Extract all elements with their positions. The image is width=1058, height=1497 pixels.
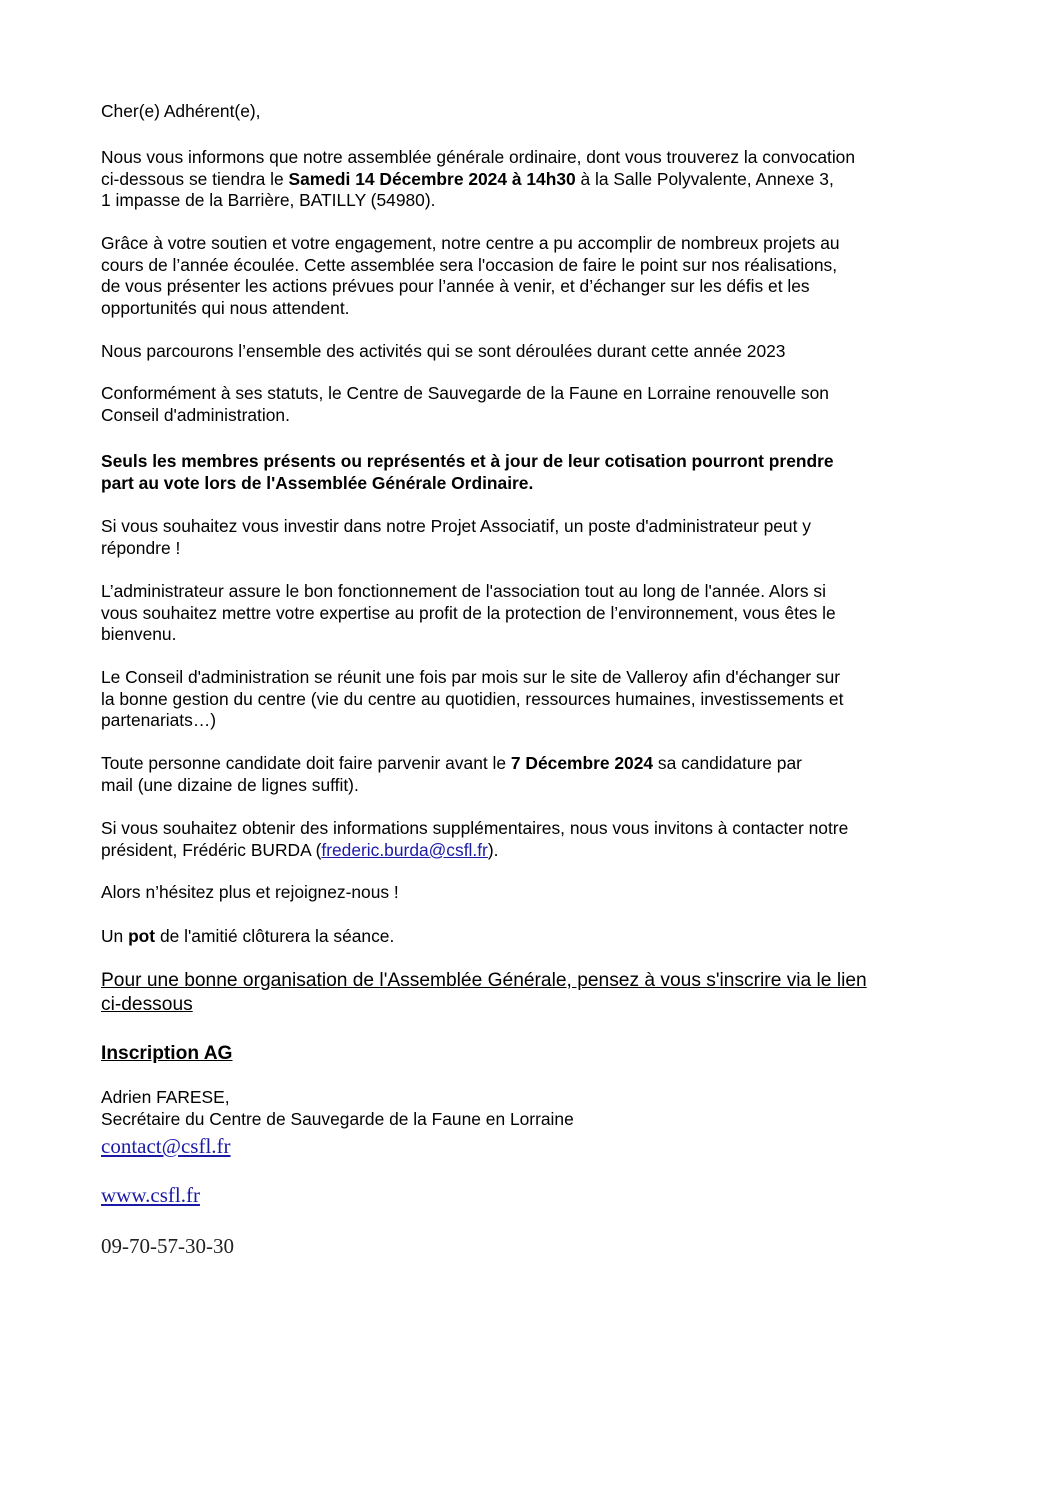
paragraph-activities (101, 341, 981, 363)
paragraph-council (101, 667, 981, 732)
website-link[interactable]: www.csfl.fr (101, 1183, 200, 1207)
paragraph-voting-notice (101, 451, 981, 494)
website-block (101, 1183, 981, 1207)
pot-bold: pot (128, 926, 156, 946)
greeting (101, 101, 981, 123)
inscription-ag-link[interactable]: Inscription AG (101, 1043, 233, 1064)
pot-text: Un (101, 926, 129, 946)
administrator-line-3: bienvenu. (101, 624, 177, 645)
signature-block (101, 1087, 981, 1130)
join-line: Alors n’hésitez plus et rejoignez-nous ! (101, 882, 399, 902)
activities-line: Nous parcourons l’ensemble des activités qui se sont déroulées durant cette année 2023 (101, 341, 786, 361)
administrator-line-2: vous souhaitez mettre votre expertise au profit de la protection de l’environnement, vous êtes le (101, 602, 836, 623)
candidacy-line-2: mail (une dizaine de lignes suffit). (101, 774, 359, 795)
paragraph-invest (101, 516, 981, 559)
paragraph-candidacy (101, 753, 981, 796)
paragraph-pot (101, 926, 981, 948)
invest-line-2: répondre ! (101, 537, 181, 558)
convocation-text: ci-dessous se tiendra le (101, 168, 289, 189)
candidacy-text: Toute personne candidate doit faire parvenir avant le (101, 753, 511, 773)
email-block (101, 1134, 981, 1158)
president-email-link[interactable]: frederic.burda@csfl.fr (321, 839, 488, 860)
inscription-block (101, 1042, 981, 1066)
phone-block (101, 1234, 981, 1258)
candidacy-line-1 (101, 753, 981, 775)
contact-president: président, Frédéric BURDA ( (101, 839, 322, 860)
paragraph-administrator (101, 581, 981, 646)
registration-line-1: Pour une bonne organisation de l'Assemblée Générale, pensez à vous s'inscrire via le lien (101, 970, 867, 991)
meeting-date: Samedi 14 Décembre 2024 à 14h30 (288, 168, 576, 189)
signature-role: Secrétaire du Centre de Sauvegarde de la Faune en Lorraine (101, 1108, 574, 1129)
candidacy-text-end: sa candidature par (653, 753, 802, 773)
council-line-3: partenariats…) (101, 710, 217, 731)
convocation-line-3: 1 impasse de la Barrière, BATILLY (54980). (101, 190, 436, 211)
thanks-line-2: cours de l’année écoulée. Cette assemblée sera l'occasion de faire le point sur nos réalisations, (101, 254, 838, 275)
statutes-line-2: Conseil d'administration. (101, 404, 290, 425)
pot-text-end: de l'amitié clôturera la séance. (155, 926, 395, 946)
convocation-line-2 (101, 169, 981, 191)
contact-email-link[interactable]: contact@csfl.fr (101, 1134, 231, 1158)
contact-line-1: Si vous souhaitez obtenir des informations supplémentaires, nous vous invitons à contacter notre (101, 818, 849, 838)
pot-line (101, 926, 981, 948)
paragraph-join (101, 882, 981, 904)
paragraph-contact (101, 818, 981, 861)
signature-name: Adrien FARESE, (101, 1087, 230, 1107)
registration-line-2: ci-dessous (101, 994, 193, 1015)
contact-line-2 (101, 840, 981, 862)
voting-line-2: part au vote lors de l'Assemblée Générale Ordinaire. (101, 472, 534, 493)
thanks-line-1: Grâce à votre soutien et votre engagement, notre centre a pu accomplir de nombreux projets au (101, 233, 840, 253)
administrator-line-1: L’administrateur assure le bon fonctionnement de l'association tout au long de l'année. Alors si (101, 581, 826, 601)
paragraph-convocation (101, 147, 981, 212)
paragraph-thanks (101, 233, 981, 319)
greeting-text: Cher(e) Adhérent(e), (101, 101, 261, 121)
statutes-line-1: Conformément à ses statuts, le Centre de Sauvegarde de la Faune en Lorraine renouvelle son (101, 383, 829, 403)
phone-number: 09-70-57-30-30 (101, 1234, 234, 1258)
council-line-1: Le Conseil d'administration se réunit une fois par mois sur le site de Valleroy afin d'échanger sur (101, 667, 841, 687)
invest-line-1: Si vous souhaitez vous investir dans notre Projet Associatif, un poste d'administrateur peut y (101, 516, 811, 536)
paragraph-registration (101, 969, 981, 1017)
voting-line-1: Seuls les membres présents ou représentés et à jour de leur cotisation pourront prendre (101, 451, 834, 471)
contact-text-end: ). (487, 839, 499, 860)
thanks-line-4: opportunités qui nous attendent. (101, 297, 350, 318)
thanks-line-3: de vous présenter les actions prévues pour l’année à venir, et d’échanger sur les défis et les (101, 276, 810, 297)
meeting-venue: à la Salle Polyvalente, Annexe 3, (575, 168, 834, 189)
council-line-2: la bonne gestion du centre (vie du centre au quotidien, ressources humaines, investissements et (101, 688, 844, 709)
paragraph-statutes (101, 383, 981, 426)
candidacy-deadline: 7 Décembre 2024 (510, 753, 654, 773)
convocation-line-1: Nous vous informons que notre assemblée générale ordinaire, dont vous trouverez la convocation (101, 147, 856, 167)
